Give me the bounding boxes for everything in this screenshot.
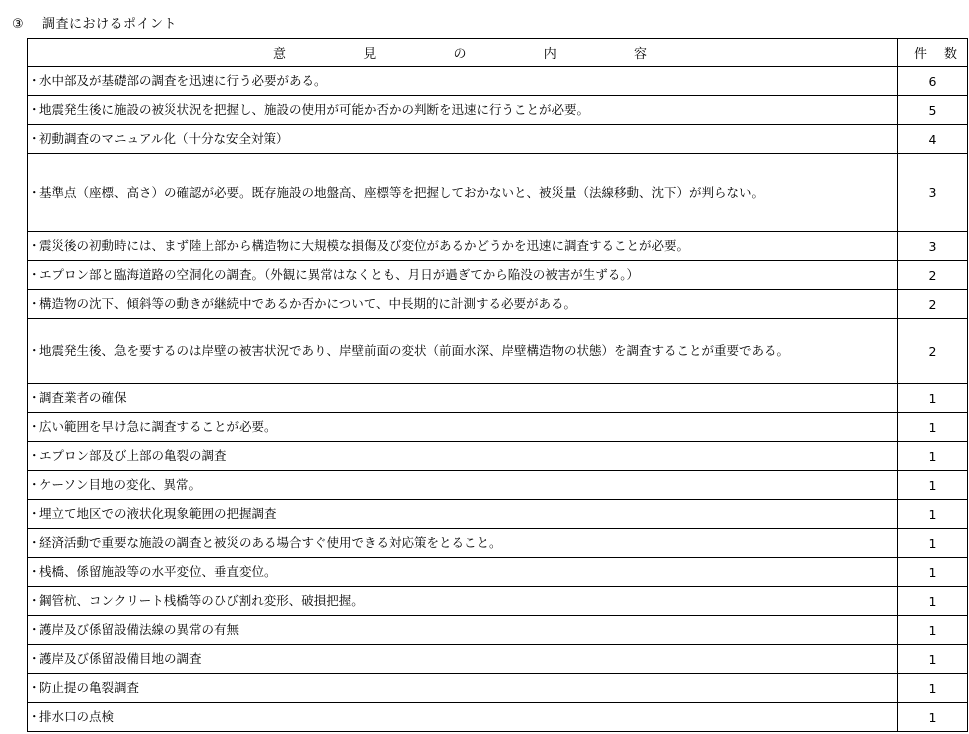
header-char: 容: [633, 47, 647, 62]
count-cell: 1: [898, 413, 968, 442]
header-char: 内: [543, 47, 557, 62]
opinion-text: 調査業者の確保: [39, 390, 127, 405]
opinion-text: エプロン部及び上部の亀裂の調査: [39, 448, 227, 463]
table-row: [28, 587, 968, 616]
opinion-cell: [28, 558, 898, 587]
opinion-cell: [28, 232, 898, 261]
opinion-text: 経済活動で重要な施設の調査と被災のある場合すぐ使用できる対応策をとること。: [39, 535, 502, 550]
opinion-cell: [28, 413, 898, 442]
opinion-text: 地震発生後に施設の被災状況を把握し、施設の使用が可能か否かの判断を迅速に行うことが必要。: [39, 102, 590, 117]
opinion-cell: [28, 674, 898, 703]
opinion-cell: [28, 261, 898, 290]
count-cell: 1: [898, 587, 968, 616]
table-row: [28, 645, 968, 674]
section-title: 調査におけるポイント: [42, 17, 178, 32]
count-cell: 2: [898, 290, 968, 319]
bullet: ・: [28, 622, 41, 637]
table-row: [28, 529, 968, 558]
bullet: ・: [28, 564, 41, 579]
table-row: [28, 413, 968, 442]
bullet: ・: [28, 131, 41, 146]
table-row: [28, 125, 968, 154]
bullet: ・: [28, 680, 41, 695]
opinion-text: 鋼管杭、コンクリート桟橋等のひび割れ変形、破損把握。: [39, 593, 364, 608]
table-row: [28, 558, 968, 587]
opinion-column-header: [28, 39, 898, 67]
count-cell: 1: [898, 703, 968, 732]
bullet: ・: [28, 419, 41, 434]
section-heading: [12, 13, 177, 32]
opinion-text: ケーソン目地の変化、異常。: [39, 477, 202, 492]
opinion-cell: [28, 616, 898, 645]
opinion-text: 地震発生後、急を要するのは岸壁の被害状況であり、岸壁前面の変状（前面水深、岸壁構造物の状態）を調査することが重要である。: [39, 343, 790, 358]
opinion-text: 震災後の初動時には、まず陸上部から構造物に大規模な損傷及び変位があるかどうかを迅速に調査することが必要。: [39, 238, 690, 253]
table-row: [28, 500, 968, 529]
table-row: [28, 96, 968, 125]
bullet: ・: [28, 506, 41, 521]
bullet: ・: [28, 343, 41, 358]
bullet: ・: [28, 73, 41, 88]
count-cell: 1: [898, 442, 968, 471]
table-row: [28, 67, 968, 96]
table-row: [28, 616, 968, 645]
opinion-cell: [28, 290, 898, 319]
bullet: ・: [28, 477, 41, 492]
table-row: [28, 319, 968, 384]
count-cell: 1: [898, 384, 968, 413]
header-char: 見: [363, 47, 377, 62]
table-row: [28, 261, 968, 290]
opinions-table: [27, 38, 968, 732]
count-cell: 1: [898, 529, 968, 558]
opinion-cell: [28, 384, 898, 413]
bullet: ・: [28, 102, 41, 117]
opinion-cell: [28, 442, 898, 471]
bullet: ・: [28, 535, 41, 550]
table-row: [28, 471, 968, 500]
bullet: ・: [28, 184, 41, 200]
bullet: ・: [28, 296, 41, 311]
opinion-text: 広い範囲を早け急に調査することが必要。: [39, 419, 277, 434]
section-number: ③: [12, 17, 25, 32]
opinion-text: エプロン部と臨海道路の空洞化の調査。（外観に異常はなくとも、月日が過ぎてから陥没の被害が生ずる。）: [39, 267, 640, 282]
count-column-header: [898, 39, 968, 67]
opinion-text: 排水口の点検: [39, 709, 115, 724]
count-cell: 1: [898, 674, 968, 703]
opinion-cell: [28, 319, 898, 384]
header-char: の: [453, 47, 467, 62]
table-row: [28, 290, 968, 319]
table-row: [28, 384, 968, 413]
opinion-text: 護岸及び係留設備目地の調査: [39, 651, 202, 666]
table-row: [28, 154, 968, 232]
bullet: ・: [28, 390, 41, 405]
bullet: ・: [28, 448, 41, 463]
opinion-text: 基準点（座標、高さ）の確認が必要。既存施設の地盤高、座標等を把握しておかないと、被災量（法線移動、沈下）が判らない。: [39, 184, 765, 200]
count-cell: 1: [898, 471, 968, 500]
opinion-cell: [28, 500, 898, 529]
count-cell: 3: [898, 232, 968, 261]
count-cell: 1: [898, 500, 968, 529]
opinion-cell: [28, 96, 898, 125]
bullet: ・: [28, 238, 41, 253]
opinion-cell: [28, 703, 898, 732]
opinion-text: 桟橋、係留施設等の水平変位、垂直変位。: [39, 564, 277, 579]
opinion-text: 護岸及び係留設備法線の異常の有無: [39, 622, 240, 637]
opinion-cell: [28, 587, 898, 616]
opinion-cell: [28, 67, 898, 96]
opinion-cell: [28, 645, 898, 674]
opinion-text: 初動調査のマニュアル化（十分な安全対策）: [39, 131, 289, 146]
opinion-text: 防止提の亀裂調査: [39, 680, 140, 695]
opinion-cell: [28, 529, 898, 558]
count-cell: 5: [898, 96, 968, 125]
count-cell: 1: [898, 558, 968, 587]
count-cell: 1: [898, 616, 968, 645]
opinion-text: 構造物の沈下、傾斜等の動きが継続中であるか否かについて、中長期的に計測する必要がある。: [39, 296, 577, 311]
table-row: [28, 703, 968, 732]
header-char: 数: [943, 47, 957, 62]
header-char: 意: [273, 47, 287, 62]
bullet: ・: [28, 651, 41, 666]
count-cell: 2: [898, 261, 968, 290]
count-cell: 4: [898, 125, 968, 154]
count-cell: 1: [898, 645, 968, 674]
count-cell: 6: [898, 67, 968, 96]
opinion-cell: [28, 471, 898, 500]
opinion-text: 水中部及が基礎部の調査を迅速に行う必要がある。: [39, 73, 327, 88]
bullet: ・: [28, 267, 41, 282]
table-header-row: [28, 39, 968, 67]
opinion-cell: [28, 154, 898, 232]
table-row: [28, 674, 968, 703]
bullet: ・: [28, 593, 41, 608]
opinion-cell: [28, 125, 898, 154]
bullet: ・: [28, 709, 41, 724]
opinion-text: 埋立て地区での液状化現象範囲の把握調査: [39, 506, 277, 521]
header-char: 件: [914, 47, 928, 62]
table-row: [28, 232, 968, 261]
table-row: [28, 442, 968, 471]
count-cell: 2: [898, 319, 968, 384]
count-cell: 3: [898, 154, 968, 232]
